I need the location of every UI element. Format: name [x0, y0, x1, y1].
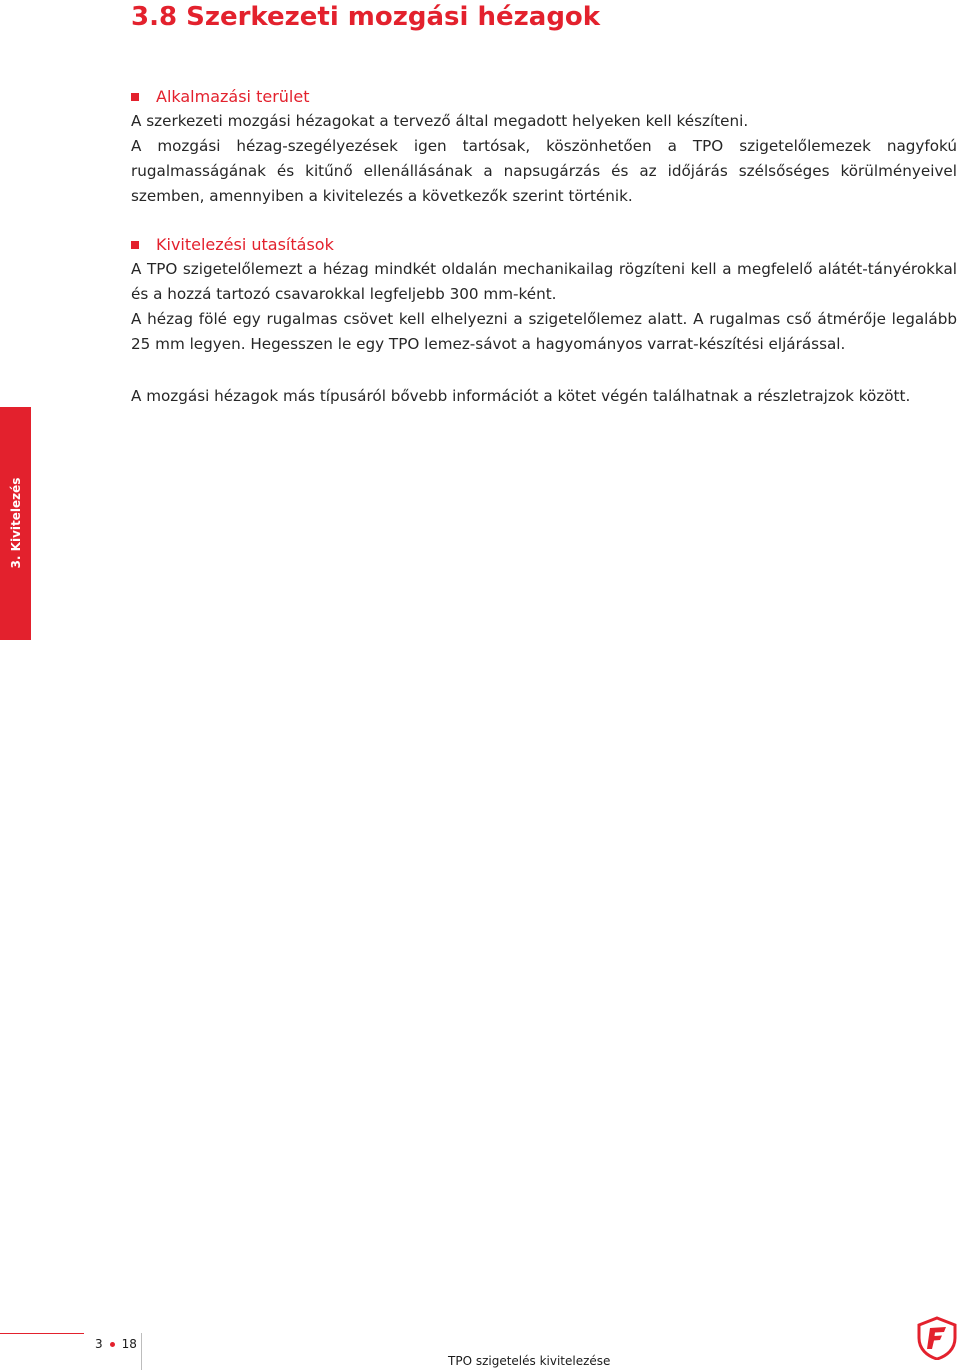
square-bullet-icon: [131, 93, 139, 101]
dot-separator-icon: [110, 1342, 115, 1347]
footer-rule: [0, 1333, 84, 1334]
chapter-number: 3: [95, 1337, 103, 1351]
section-heading-text: Alkalmazási terület: [156, 87, 310, 106]
section-heading: [131, 84, 957, 109]
page-title: 3.8 Szerkezeti mozgási hézagok: [131, 2, 601, 32]
paragraph: A TPO szigetelőlemezt a hézag mindkét oldalán mechanikailag rögzíteni kell a megfelelő alátét-tányérokkal és a hozzá tartozó csavarokkal legfeljebb 300 mm-ként.: [131, 260, 957, 303]
section-heading-text: Kivitelezési utasítások: [156, 235, 334, 254]
page-index: 18: [121, 1337, 137, 1351]
section-execution-instructions: [131, 232, 957, 357]
paragraph: A hézag fölé egy rugalmas csövet kell elhelyezni a szigetelőlemez alatt. A rugalmas cső átmérője legalább 25 mm legyen. Hegesszen le egy TPO lemez-sávot a hagyományos varrat-készítési eljárással.: [131, 310, 957, 353]
chapter-side-tab: [0, 407, 31, 640]
closing-note: A mozgási hézagok más típusáról bővebb információt a kötet végén találhatnak a részletrajzok között.: [131, 387, 911, 405]
content-area: [131, 84, 957, 409]
section-heading: [131, 232, 957, 257]
footer-divider: [141, 1333, 142, 1370]
section-application-area: [131, 84, 957, 209]
paragraph: A szerkezeti mozgási hézagokat a tervező által megadott helyeken kell készíteni.: [131, 112, 749, 130]
paragraph: A mozgási hézag-szegélyezések igen tartósak, köszönhetően a TPO szigetelőlemezek nagyfokú rugalmasságának és kitűnő ellenállásának a napsugárzás és az időjárás szélsőséges körülményeivel szemben, amennyiben a kivitelezés a következők szerint történik.: [131, 137, 957, 205]
page-number: [95, 1335, 137, 1353]
footer-title: TPO szigetelés kivitelezése: [448, 1354, 611, 1368]
square-bullet-icon: [131, 241, 139, 249]
chapter-side-tab-label: 3. Kivitelezés: [8, 477, 23, 569]
firestone-f-logo-icon: [916, 1316, 958, 1360]
